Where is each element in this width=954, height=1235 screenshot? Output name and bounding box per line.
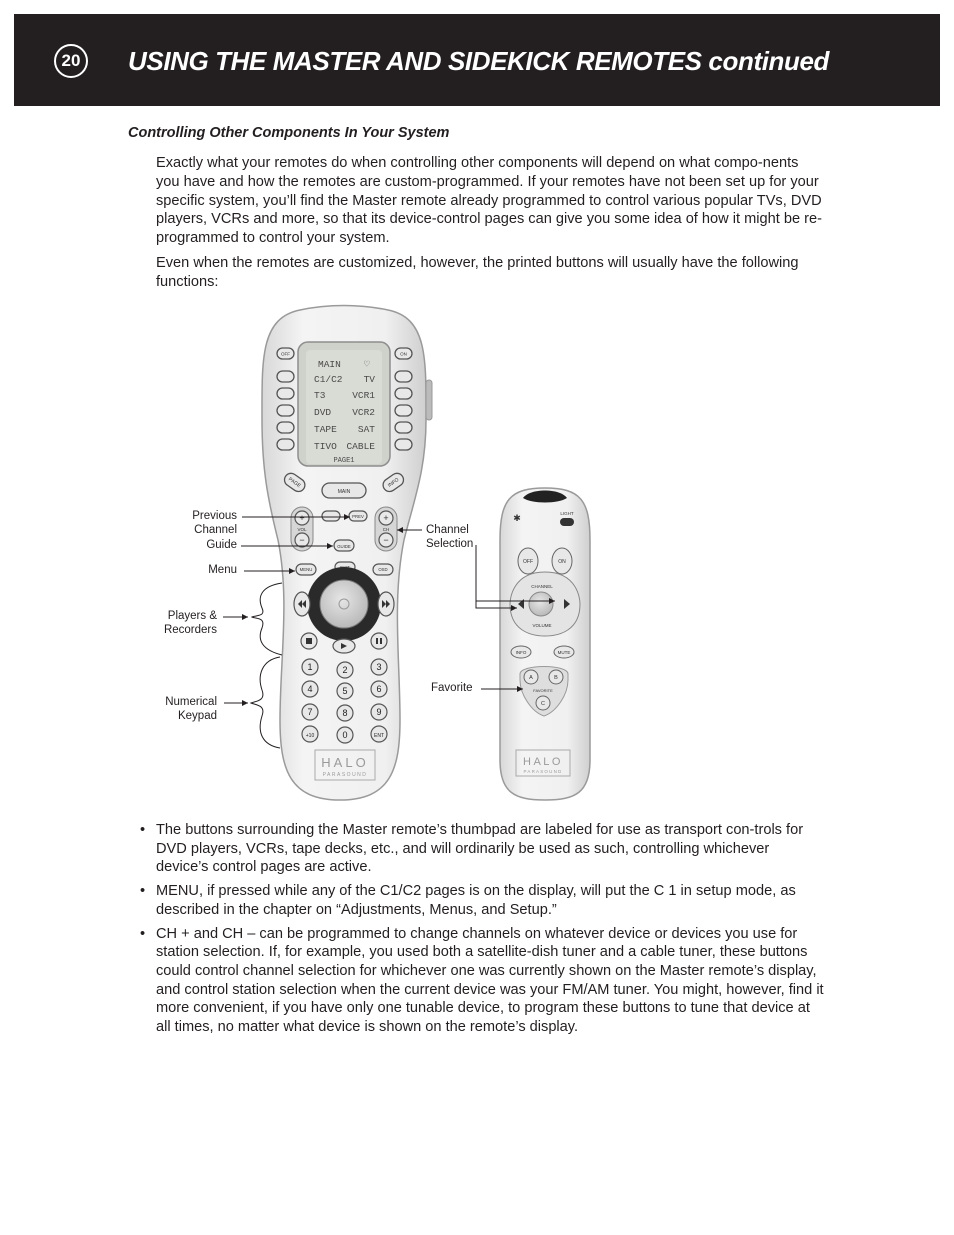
- info-label: INFO: [386, 476, 401, 489]
- bullet-item: [140, 882, 824, 919]
- callout-keypad-line2: Keypad: [177, 709, 217, 722]
- lcd-row-2-left: T3: [314, 390, 326, 401]
- page-number: 20: [54, 44, 88, 78]
- plus-icon: +: [383, 513, 389, 523]
- bullet-dot-icon: •: [140, 883, 146, 900]
- lcd-row-4-right: SAT: [357, 424, 375, 435]
- master-remote: [262, 306, 432, 801]
- key-plus10-label: +10: [305, 733, 315, 739]
- bullet-text-1: The buttons surrounding the Master remote’s thumbpad are labeled for use as transport con-trols for DVD players, VCRs, tape decks, etc., and will ordinarily be used as such, controlling whichever device’s control pages are active.: [156, 822, 804, 876]
- master-lcd: [298, 342, 390, 466]
- light-bulb-icon: ✱: [513, 513, 521, 523]
- favorite-cluster-label: FAVORITE: [533, 688, 553, 693]
- mute-button[interactable]: [322, 511, 340, 521]
- callout-players-recorders: [130, 610, 217, 637]
- callout-menu: Menu: [208, 564, 237, 576]
- right-soft-button-3[interactable]: [395, 405, 412, 416]
- sidekick-off-label: OFF: [523, 559, 533, 565]
- callout-numerical-keypad: [130, 696, 217, 723]
- key-6-label: 6: [376, 684, 382, 694]
- key-8-label: 8: [342, 708, 348, 718]
- on-label: ON: [400, 351, 407, 357]
- lcd-row-1-right: TV: [363, 374, 375, 385]
- right-soft-button-2[interactable]: [395, 388, 412, 399]
- minus-icon: −: [299, 535, 305, 545]
- bullet-item: [140, 821, 824, 877]
- section-title: Controlling Other Components In Your System: [128, 125, 450, 141]
- bullet-item: [140, 925, 824, 1037]
- callout-channel-line1: Channel: [426, 524, 469, 536]
- minus-icon: −: [383, 535, 389, 545]
- light-button[interactable]: [560, 518, 574, 526]
- lcd-row-5-right: CABLE: [346, 441, 375, 452]
- bullet-text-3: CH + and CH – can be programmed to change channels on whatever device or devices you use for station selection. If, for example, you used both a satellite-dish tuner and a cable tuner, these buttons could control channel selection for whichever one was currently shown on the Master remote’s display, and control station selection when the current device was your FM/AM tuner. You might, however, find it more convenient, if you have only one tunable device, to program these buttons to tune that device at all times, no matter what device is shown on the remote’s display.: [156, 925, 824, 1036]
- bullet-dot-icon: •: [140, 925, 146, 942]
- pause-button[interactable]: [371, 633, 387, 649]
- bullet-text-2: MENU, if pressed while any of the C1/C2 pages is on the display, will put the C 1 in setup mode, as described in the chapter on “Adjustments, Menus, and Setup.”: [156, 883, 796, 918]
- players-brace-icon: [252, 583, 282, 655]
- arrowhead-icon: [242, 700, 248, 706]
- left-soft-button-2[interactable]: [277, 388, 294, 399]
- heart-icon: ♡: [364, 359, 370, 370]
- sidekick-remote: [500, 488, 590, 800]
- keypad-brace-icon: [251, 657, 280, 748]
- right-soft-button-1[interactable]: [395, 371, 412, 382]
- sidekick-on-label: ON: [558, 559, 566, 565]
- key-3-label: 3: [376, 662, 382, 672]
- callout-guide: Guide: [206, 539, 237, 551]
- callout-previous-channel-line1: Previous: [192, 510, 237, 522]
- callout-previous-channel-line2: Channel: [194, 523, 237, 536]
- callout-channel-line2: Selection: [426, 537, 474, 550]
- right-soft-button-5[interactable]: [395, 439, 412, 450]
- key-1-label: 1: [307, 662, 313, 672]
- guide-label: GUIDE: [337, 544, 351, 549]
- key-5-label: 5: [342, 686, 348, 696]
- halo-logo: HALO: [321, 755, 369, 770]
- key-7-label: 7: [307, 707, 313, 717]
- prev-label: PREV: [352, 514, 364, 519]
- sidekick-parasound-logo: PARASOUND: [523, 769, 563, 774]
- bullet-dot-icon: •: [140, 822, 146, 838]
- osd-label: OSD: [378, 567, 388, 572]
- function-bullet-list: [140, 821, 824, 1042]
- key-enter-label: ENT: [374, 733, 384, 739]
- left-soft-button-3[interactable]: [277, 405, 294, 416]
- page-label: PAGE: [287, 476, 302, 490]
- key-2-label: 2: [342, 665, 348, 675]
- lcd-main-label: MAIN: [318, 359, 341, 370]
- paragraph-1: Exactly what your remotes do when controlling other components will depend on what compo-nents you have and how the remotes are custom-programmed. If your remotes have not been set up for your specific system, you’ll find the Master remote already programmed to control various popular TVs, DVD players, VCRs and more, so that its device-control pages can give you some idea of how it might be re-programmed to control your system.: [156, 155, 822, 247]
- sidekick-info-label: INFO: [515, 650, 527, 655]
- callout-keypad-line1: Numerical: [165, 696, 217, 708]
- paragraph-2: Even when the remotes are customized, however, the printed buttons will usually have the following functions:: [156, 255, 799, 290]
- callout-favorite: Favorite: [431, 682, 473, 694]
- sidekick-halo-logo: HALO: [523, 756, 563, 768]
- ch-label: CH: [382, 527, 390, 532]
- lcd-row-5-left: TIVO: [314, 441, 337, 452]
- off-label: OFF: [281, 351, 290, 357]
- page-title: USING THE MASTER AND SIDEKICK REMOTES continued: [128, 46, 830, 76]
- callout-players-line2: Recorders: [163, 623, 217, 636]
- favorite-c-label: C: [541, 701, 545, 707]
- lcd-row-2-right: VCR1: [352, 390, 375, 401]
- parasound-logo: PARASOUND: [322, 772, 368, 778]
- stop-icon: [306, 638, 312, 644]
- lcd-row-1-left: C1/C2: [314, 374, 343, 385]
- lcd-row-3-right: VCR2: [352, 407, 375, 418]
- favorite-a-label: A: [529, 675, 533, 681]
- lcd-row-3-left: DVD: [314, 407, 332, 418]
- lcd-page-label: PAGE1: [333, 457, 355, 465]
- left-soft-button-1[interactable]: [277, 371, 294, 382]
- thumbpad[interactable]: [320, 580, 368, 628]
- callout-channel-selection: [426, 524, 473, 551]
- key-9-label: 9: [376, 707, 382, 717]
- callout-players-line1: Players &: [167, 610, 217, 622]
- vol-label: VOL: [297, 527, 307, 532]
- key-0-label: 0: [342, 730, 348, 740]
- callout-previous-channel: [150, 510, 237, 537]
- key-4-label: 4: [307, 684, 313, 694]
- lcd-row-4-left: TAPE: [314, 424, 337, 435]
- right-soft-button-4[interactable]: [395, 422, 412, 433]
- main-label: MAIN: [337, 489, 351, 495]
- light-label: LIGHT: [560, 511, 574, 516]
- plus-icon: +: [299, 513, 305, 523]
- left-soft-button-5[interactable]: [277, 439, 294, 450]
- menu-label: MENU: [299, 567, 313, 572]
- sidekick-mute-label: MUTE: [557, 650, 571, 655]
- arrowhead-icon: [242, 614, 248, 620]
- sidekick-channel-label: CHANNEL: [531, 584, 553, 589]
- sidekick-center-button[interactable]: [529, 592, 553, 616]
- left-soft-button-4[interactable]: [277, 422, 294, 433]
- sidekick-volume-label: VOLUME: [532, 623, 552, 628]
- favorite-b-label: B: [554, 675, 558, 681]
